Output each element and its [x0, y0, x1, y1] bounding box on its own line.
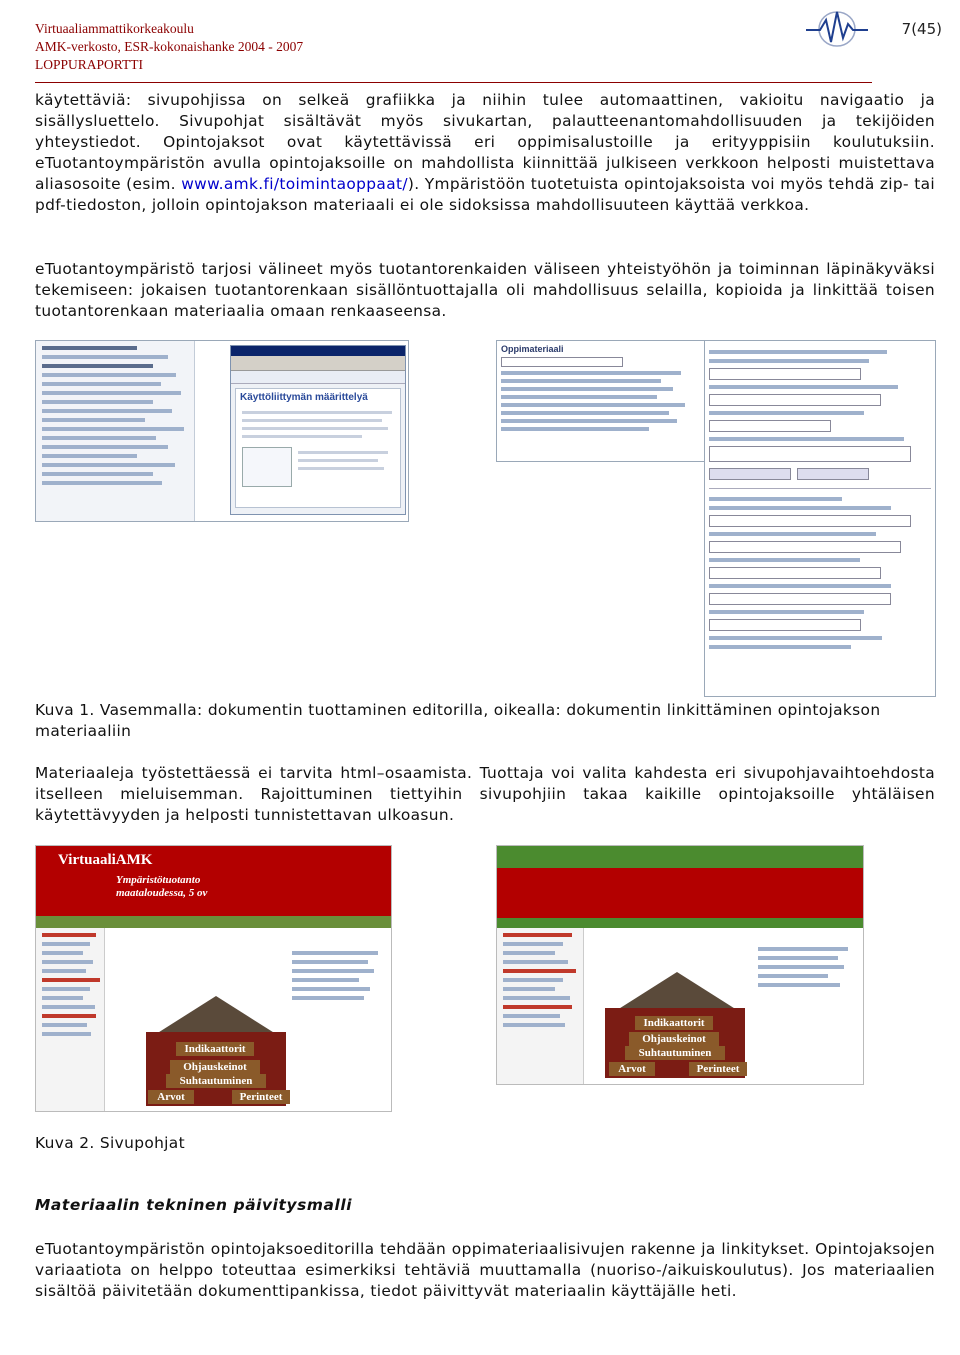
template2-sign4: Arvot: [609, 1062, 655, 1076]
link-form-screenshot: [704, 340, 936, 697]
header-rule: [35, 82, 872, 83]
link-panel-title: Oppimateriaali: [501, 344, 564, 354]
paragraph-templates: [35, 763, 935, 826]
template1-sign4: Arvot: [148, 1090, 194, 1104]
figure2-caption: Kuva 2. Sivupohjat: [35, 1134, 185, 1152]
template1-sign2: Ohjauskeinot: [170, 1060, 260, 1074]
template1-sign1: Indikaattorit: [176, 1042, 254, 1056]
paragraph-intro: [35, 90, 935, 216]
paragraph-update-model: [35, 1239, 935, 1302]
para1-text-b: ). Ympäristöön tuotetuista opintojaksoista voi myös tehdä zip- tai pdf-tiedoston, jolloin opintojakson materiaali ei ole sidoksissa mahdollisuuteen käyttää verkkoa.: [35, 175, 935, 214]
template1-sign5: Perinteet: [232, 1090, 290, 1104]
para1-text-a: käytettäviä: sivupohjissa on selkeä grafiikka ja niihin tulee automaattinen, vakioitu navigaatio ja sisällysluettelo. Sivupohjat sisältävät myös sivukartan, palautteenantomahdollisuuden ja tekijöiden yhteystiedot. Opintojaksot ovat käytettävissä eri oppimisalustoille ja erityyppisiin koulutuksiin. eTuotantoympäristön avulla opintojaksoille on mahdollista kiinnittää julkiseen verkkoon helposti muistettava aliasosoite (esim.: [35, 91, 935, 193]
header-project: AMK-verkosto, ESR-kokonaishanke 2004 - 2007: [35, 39, 304, 54]
template1-brand: VirtuaaliAMK: [58, 852, 153, 868]
page-number: 7(45): [901, 20, 942, 38]
para3-text: Materiaaleja työstettäessä ei tarvita html–osaamista. Tuottaja voi valita kahdesta eri sivupohjavaihtoehdosta itselleen mieluisemman. Rajoittuminen tiettyihin sivupohjiin takaa kaikille opintojaksoille yhtäläisen käytettävyyden ja helposti tunnistettavan ulkoasun.: [35, 764, 935, 824]
header-report: LOPPURAPORTTI: [35, 57, 143, 72]
section-heading: Materiaalin tekninen päivitysmalli: [35, 1196, 353, 1214]
template2-sign3: Suhtautuminen: [625, 1046, 725, 1060]
template1-course: Ympäristötuotanto maataloudessa, 5 ov: [116, 874, 208, 899]
editor-title: Käyttöliittymän määrittelyä: [240, 392, 368, 403]
editor-window: [230, 345, 406, 515]
alias-link[interactable]: www.amk.fi/toimintaoppaat/: [181, 175, 408, 193]
template2-screenshot: [496, 845, 864, 1085]
page-header: [35, 20, 303, 74]
header-org: Virtuaaliammattikorkeakoulu: [35, 21, 194, 36]
template1-sign3: Suhtautuminen: [166, 1074, 266, 1088]
para2-text: eTuotantoympäristö tarjosi välineet myös tuotantorenkaiden väliseen yhteistyöhön ja toiminnan läpinäkyväksi tekemiseen: jokaisen tuotantorenkaan sisällöntuottajalla oli mahdollisuus selailla, kopioida ja linkittää toisen tuotantorenkaan materiaalia omaan renkaaseensa.: [35, 260, 935, 320]
template2-sign2: Ohjauskeinot: [629, 1032, 719, 1046]
logo-icon: [806, 8, 868, 50]
para4-text: eTuotantoympäristön opintojaksoeditorilla tehdään oppimateriaalisivujen rakenne ja linkitykset. Opintojaksojen variaatiota on helppo toteuttaa esimerkiksi tehtäviä muuttamalla (nuoriso-/aikuiskoulutus). Jos materiaalien sisältöä päivitetään dokumenttipankissa, tiedot päivittyvät materiaalin käyttäjälle heti.: [35, 1240, 935, 1300]
template2-sign5: Perinteet: [689, 1062, 747, 1076]
link-panel-screenshot: [496, 340, 706, 462]
template1-screenshot: [35, 845, 392, 1112]
paragraph-collaboration: [35, 259, 935, 322]
editor-screenshot: [35, 340, 409, 522]
editor-tree: [36, 341, 195, 521]
figure1-caption: Kuva 1. Vasemmalla: dokumentin tuottaminen editorilla, oikealla: dokumentin linkittäminen opintojakson materiaaliin: [35, 701, 881, 740]
template2-sign1: Indikaattorit: [635, 1016, 713, 1030]
